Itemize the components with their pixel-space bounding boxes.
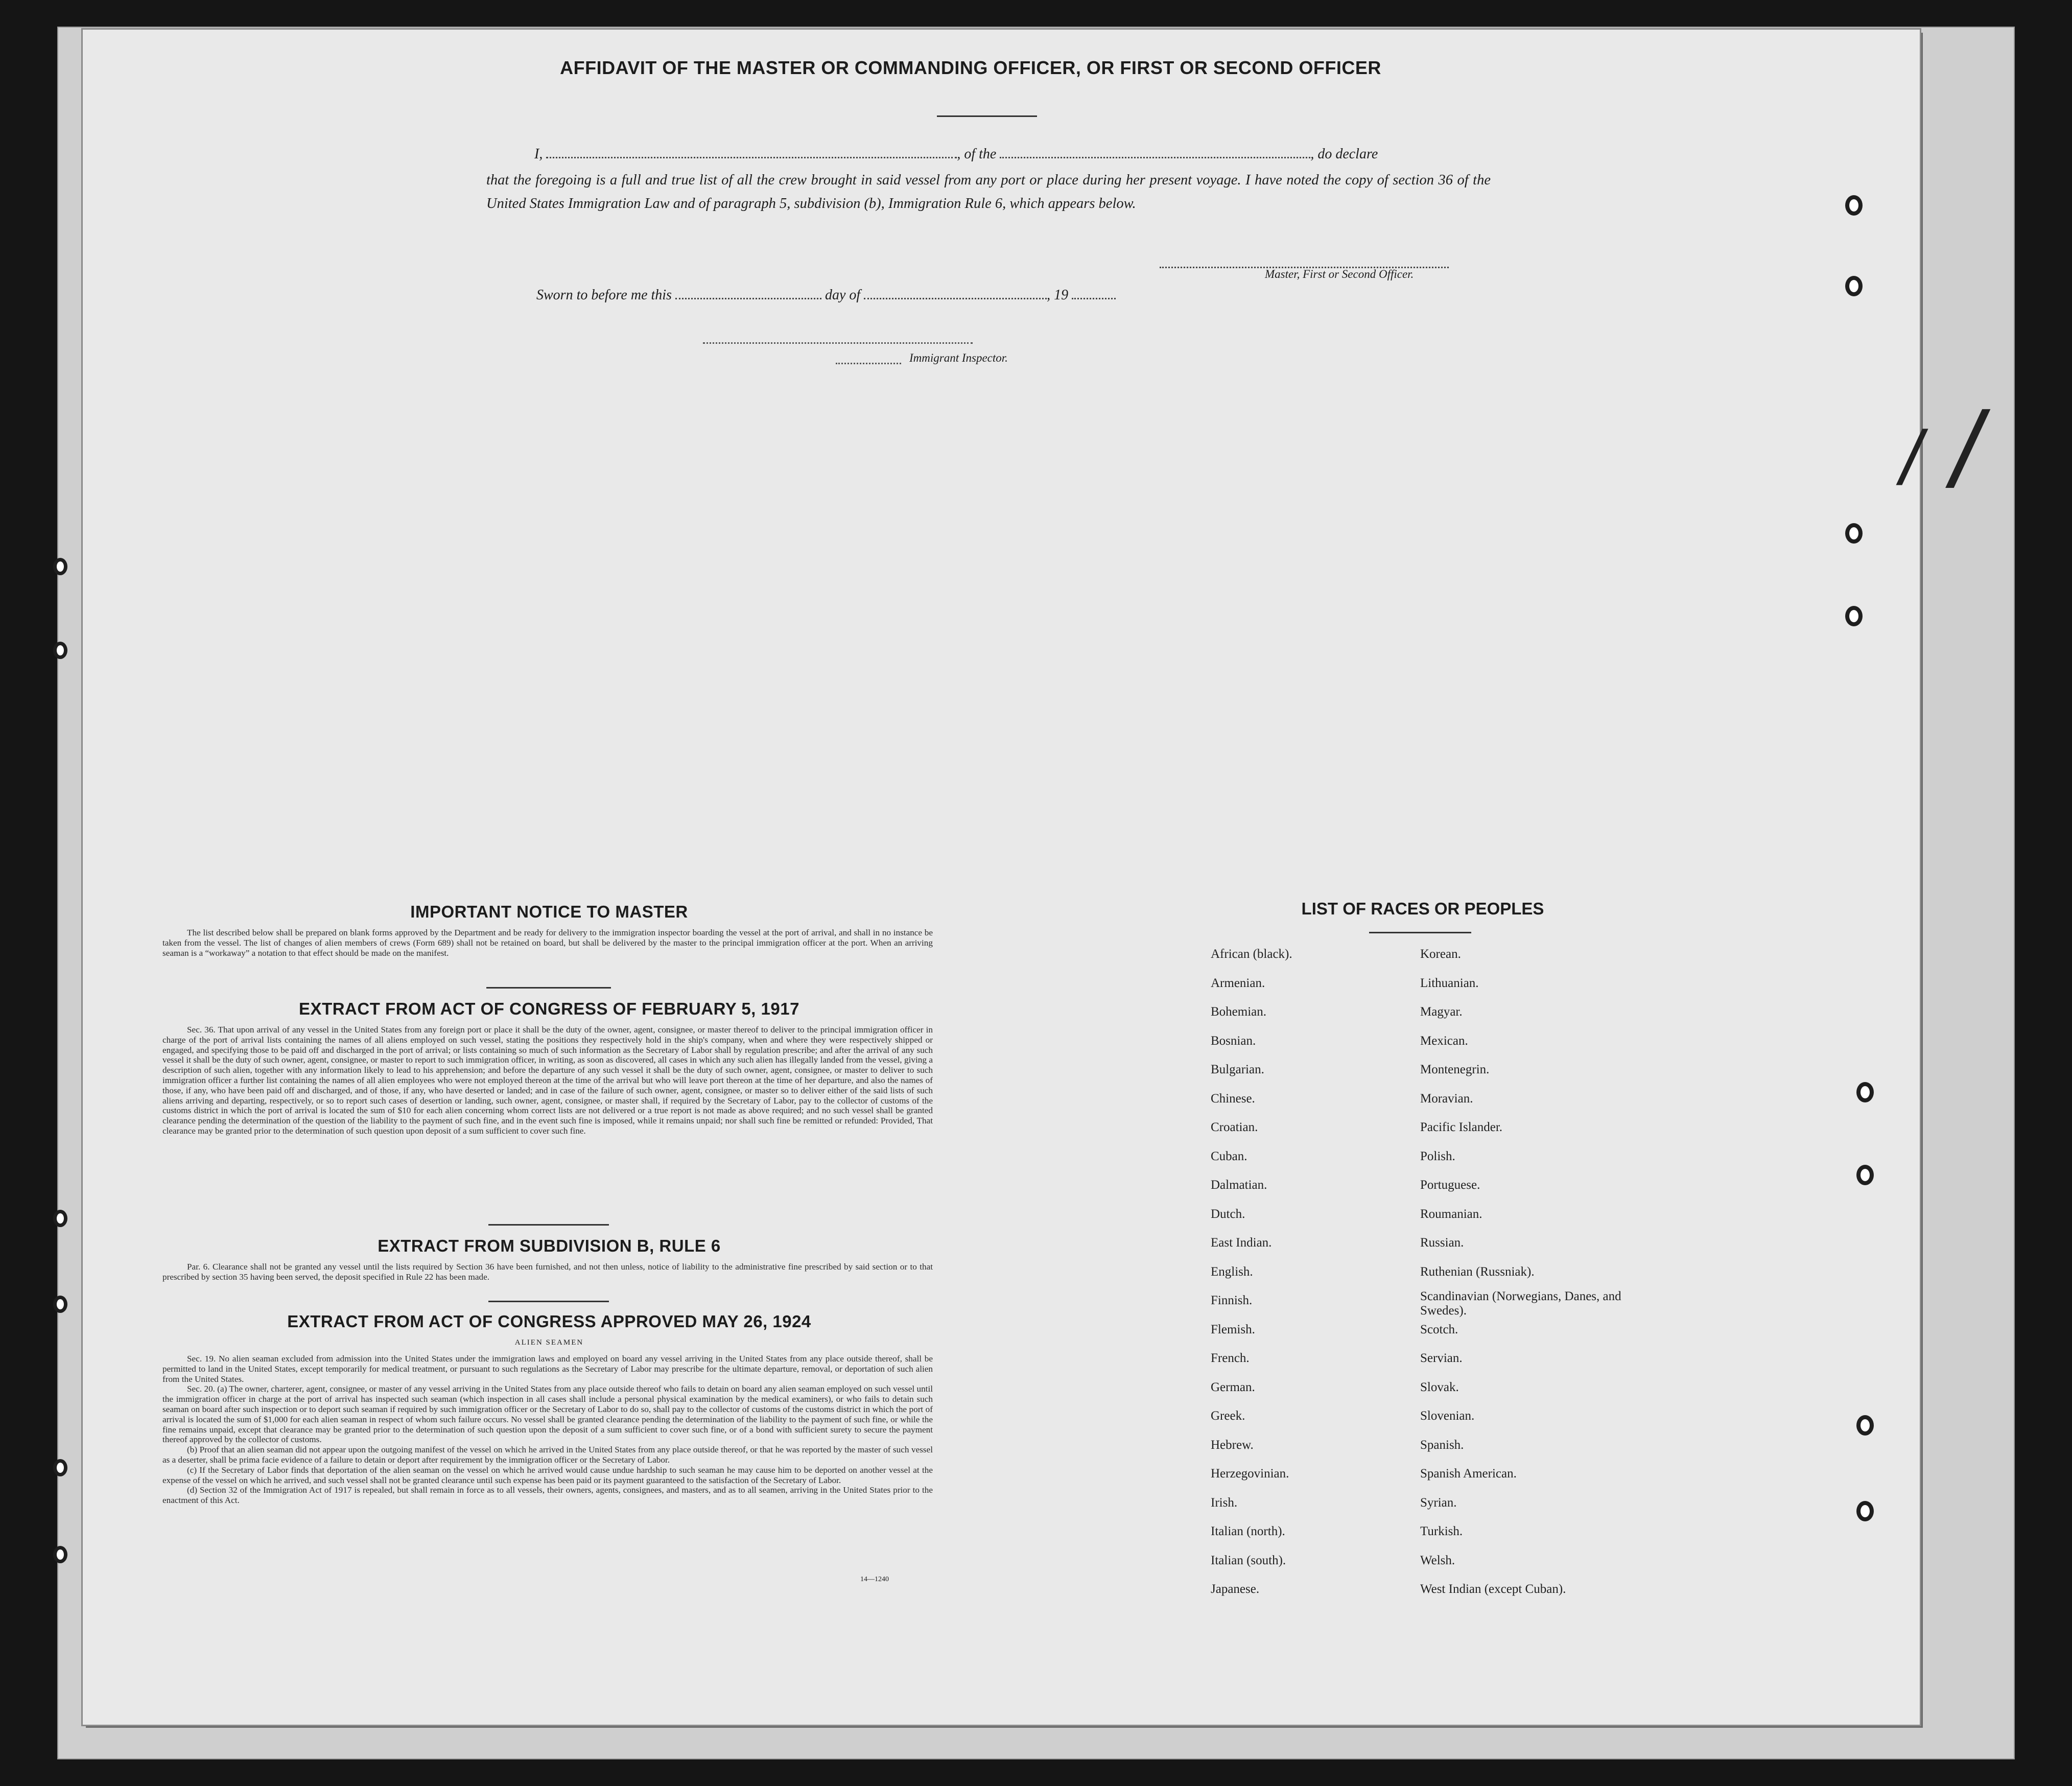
race-right-item: Slovenian. bbox=[1420, 1409, 1475, 1423]
binder-hole-right-6 bbox=[1856, 1165, 1874, 1185]
extract-1917-body bbox=[162, 1025, 933, 1136]
race-left-item: Italian (south). bbox=[1211, 1553, 1286, 1567]
section-36-paragraph: Sec. 36. That upon arrival of any vessel in the United States from any foreign port or place it shall be the duty of the owner, agent, consignee, or master thereof to deliver to the principal immigration officer in charge of the port of arrival lists containing the names of all aliens employed on such vessel, stating the positions they respectively hold in the ship's company, when and where they were respectively shipped or engaged, and specifying those to be paid off and discharged in the port of arrival; or lists containing so much of such information as the Secretary of Labor shall by regulation prescribe; and after the arrival of any such vessel it shall be the duty of such owner, agent, consignee, or master to report to such immigration officer, in writing, as soon as discovered, all cases in which any such alien has illegally landed from the vessel, giving a description of such alien, together with any information likely to lead to his apprehension; and before the departure of any such vessel it shall be the duty of such owner, agent, consignee, or master to deliver to such immigration officer a further list containing the names of all alien employees who were not employed thereon at the time of the arrival but who will leave port thereon at the time of her departure, and also the names of those, if any, who have been paid off and discharged, and of those, if any, who have deserted or landed; and in case of the failure of such owner, agent, consignee, or master so to deliver either of the said lists of such aliens arriving and departing, respectively, or so to report such cases of desertion or landing, such owner, agent, consignee, or master shall, if required by the Secretary of Labor, pay to the collector of customs of the customs district in which the port of arrival is located the sum of $10 for each alien concerning whom correct lists are not delivered or a true report is not made as above required; and no such vessel shall be granted clearance pending the determination of the question of the liability to the payment of such fine, and in the event such fine is imposed, while it remains unpaid; nor shall such fine be remitted or refunded: Provided, That clearance may be granted prior to the determination of such question upon deposit of a sum sufficient to cover such fine. bbox=[162, 1025, 933, 1136]
binder-hole-left-5 bbox=[53, 1459, 67, 1476]
year-prefix: , 19 bbox=[1047, 287, 1069, 303]
race-left-item: Croatian. bbox=[1211, 1120, 1258, 1134]
sworn-text: Sworn to before me this bbox=[536, 287, 672, 303]
race-left-item: English. bbox=[1211, 1264, 1253, 1279]
extract-1917-divider bbox=[488, 1224, 609, 1226]
of-the-text: , of the bbox=[957, 146, 997, 162]
race-right-item: Moravian. bbox=[1420, 1091, 1473, 1106]
extract-rule6-title: EXTRACT FROM SUBDIVISION B, RULE 6 bbox=[378, 1236, 721, 1255]
race-right-item: Scandinavian (Norwegians, Danes, and Swedes). bbox=[1420, 1289, 1621, 1318]
binder-hole-left-3 bbox=[53, 1210, 67, 1227]
binder-hole-right-3 bbox=[1845, 523, 1863, 544]
handwritten-mark: / bbox=[1951, 390, 1982, 510]
race-left-item: Japanese. bbox=[1211, 1582, 1260, 1596]
inspector-short-line bbox=[836, 363, 901, 364]
section-20c-paragraph: (c) If the Secretary of Labor finds that deportation of the alien seaman on the vessel on which he arrived would cause undue hardship to such seaman he may cause him to be deported on another vessel at the expense of the vessel on which he arrived, and such vessel shall not be granted clearance until such expense has been paid or its payment guaranteed to the satisfaction of the Secretary of Labor. bbox=[162, 1465, 933, 1485]
binder-hole-right-7 bbox=[1856, 1415, 1874, 1436]
race-left-item: Flemish. bbox=[1211, 1322, 1255, 1336]
race-left-item: Finnish. bbox=[1211, 1294, 1253, 1307]
race-left-item: German. bbox=[1211, 1380, 1255, 1394]
sworn-year-field[interactable] bbox=[1072, 298, 1116, 299]
races-title: LIST OF RACES OR PEOPLES bbox=[1301, 899, 1544, 918]
race-right-item: Mexican. bbox=[1420, 1033, 1468, 1048]
binder-hole-left-2 bbox=[53, 642, 67, 659]
notice-title: IMPORTANT NOTICE TO MASTER bbox=[410, 902, 688, 921]
sworn-day-field[interactable] bbox=[675, 298, 821, 299]
race-right-item: Scotch. bbox=[1420, 1322, 1458, 1336]
race-right-item: Korean. bbox=[1420, 947, 1461, 961]
extract-1924-title: EXTRACT FROM ACT OF CONGRESS APPROVED MAY 26, 1924 bbox=[287, 1312, 811, 1331]
race-left-item: Bohemian. bbox=[1211, 1005, 1267, 1019]
race-right-item: Montenegrin. bbox=[1420, 1063, 1490, 1076]
race-right-item: Ruthenian (Russniak). bbox=[1420, 1264, 1535, 1279]
binder-hole-right-8 bbox=[1856, 1501, 1874, 1521]
binder-hole-left-4 bbox=[53, 1296, 67, 1313]
race-right-item: Slovak. bbox=[1420, 1380, 1459, 1394]
vessel-name-field[interactable] bbox=[1000, 157, 1310, 158]
race-right-item: Polish. bbox=[1420, 1149, 1455, 1163]
extract-1917-title: EXTRACT FROM ACT OF CONGRESS OF FEBRUARY 5, 1917 bbox=[299, 999, 799, 1018]
race-left-item: Greek. bbox=[1211, 1409, 1245, 1423]
extract-1924-body bbox=[162, 1354, 933, 1506]
race-left-item: Bulgarian. bbox=[1211, 1063, 1264, 1076]
master-signature-label: Master, First or Second Officer. bbox=[1265, 268, 1414, 280]
declarant-prefix: I, bbox=[534, 146, 543, 162]
race-left-item: French. bbox=[1211, 1351, 1250, 1365]
race-right-item: Turkish. bbox=[1420, 1524, 1463, 1538]
race-right-item: Portuguese. bbox=[1420, 1178, 1480, 1192]
title-divider bbox=[937, 115, 1037, 117]
extract-rule6-divider bbox=[488, 1301, 609, 1302]
race-left-item: Herzegovinian. bbox=[1211, 1467, 1289, 1481]
race-left-item: East Indian. bbox=[1211, 1236, 1272, 1250]
inspector-label: Immigrant Inspector. bbox=[909, 351, 1008, 364]
handwritten-mark: / bbox=[1900, 415, 1922, 501]
section-20a-paragraph: Sec. 20. (a) The owner, charterer, agent, consignee, or master of any vessel arriving in the United States from any place outside thereof who fails to detain on board any alien seaman employed on such vessel until the immigration officer in charge at the port of arrival has inspected such seaman (which inspection in all cases shall include a personal physical examination by the medical examiners), or who fails to detain such seaman on board after such inspection or to deport such seaman if required by such immigration officer or the Secretary of Labor to do so, shall pay to the collector of customs of the customs district in which the port of arrival is located the sum of $1,000 for each alien seaman in respect of whom such failure occurs. No vessel shall be granted clearance pending the determination of the liability to the payment of such fine, or while the fine remains unpaid, except that clearance may be granted prior to the determination of such question upon the deposit of a sum sufficient to cover such fine, or of a bond with sufficient surety to secure the payment thereof approved by the collector of customs. bbox=[162, 1384, 933, 1445]
notice-paragraph: The list described below shall be prepared on blank forms approved by the Department and be ready for delivery to the immigration inspector boarding the vessel at the port of arrival, and shall in no instance be taken from the vessel. The list of changes of alien members of crews (Form 689) shall not be retained on board, but shall be delivered by the master to the principal immigration officer at the port. When an arriving seaman is a “workaway” a notation to that effect should be made on the manifest. bbox=[162, 928, 933, 958]
race-left-item: Hebrew. bbox=[1211, 1438, 1254, 1452]
affidavit-title: AFFIDAVIT OF THE MASTER OR COMMANDING OFFICER, OR FIRST OR SECOND OFFICER bbox=[560, 57, 1381, 78]
race-left-item: Dutch. bbox=[1211, 1207, 1245, 1221]
race-right-item: Welsh. bbox=[1420, 1553, 1455, 1567]
race-right-item: Spanish. bbox=[1420, 1438, 1464, 1452]
binder-hole-right-5 bbox=[1856, 1082, 1874, 1102]
declarant-name-field[interactable] bbox=[546, 157, 957, 158]
left-margin-fragment bbox=[0, 266, 82, 450]
binder-hole-right-4 bbox=[1845, 606, 1863, 626]
form-number: 14—1240 bbox=[860, 1576, 889, 1583]
notice-divider bbox=[486, 987, 611, 989]
races-divider bbox=[1369, 932, 1471, 933]
binder-hole-left-1 bbox=[53, 558, 67, 575]
race-left-item: Bosnian. bbox=[1211, 1033, 1256, 1048]
alien-seamen-subtitle: ALIEN SEAMEN bbox=[514, 1338, 584, 1347]
binder-hole-left-6 bbox=[53, 1546, 67, 1563]
race-right-item: West Indian (except Cuban). bbox=[1420, 1582, 1566, 1596]
extract-rule6-body bbox=[162, 1262, 933, 1282]
paragraph-6: Par. 6. Clearance shall not be granted any vessel until the lists required by Section 36 have been furnished, and not then unless, notice of liability to the administrative fine prescribed by said section or to that prescribed by section 35 having been served, the deposit specified in Rule 22 has been made. bbox=[162, 1262, 933, 1282]
affidavit-body: that the foregoing is a full and true list of all the crew brought in said vessel from any port or place during her present voyage. I have noted the copy of section 36 of the United States Immigration Law and of paragraph 5, subdivision (b), Immigration Rule 6, which appears below. bbox=[486, 172, 1491, 212]
race-right-item: Servian. bbox=[1420, 1351, 1463, 1365]
section-20d-paragraph: (d) Section 32 of the Immigration Act of 1917 is repealed, but shall remain in force as to all vessels, their owners, agents, consignees, and masters, and as to all seamen, arriving in the United States prior to the enactment of this Act. bbox=[162, 1485, 933, 1506]
race-right-item: Russian. bbox=[1420, 1236, 1464, 1250]
binder-hole-right-1 bbox=[1845, 195, 1863, 216]
sworn-month-field[interactable] bbox=[864, 298, 1047, 299]
notice-body bbox=[162, 928, 933, 958]
race-left-item: Cuban. bbox=[1211, 1149, 1247, 1163]
section-20b-paragraph: (b) Proof that an alien seaman did not appear upon the outgoing manifest of the vessel on which he arrived in the United States from any place outside thereof, or that he was reported by the master of such vessel as a deserter, shall be prima facie evidence of a failure to detain or deport after requirement by the immigration officer or the Secretary of Labor. bbox=[162, 1445, 933, 1465]
binder-hole-right-2 bbox=[1845, 276, 1863, 296]
race-right-item: Syrian. bbox=[1420, 1495, 1457, 1510]
race-left-item: Chinese. bbox=[1211, 1091, 1255, 1106]
race-left-item: Irish. bbox=[1211, 1495, 1238, 1510]
race-left-item: African (black). bbox=[1211, 947, 1292, 961]
section-19-paragraph: Sec. 19. No alien seaman excluded from admission into the United States under the immigration laws and employed on board any vessel arriving in the United States from any place outside thereof, shall be permitted to land in the United States, except temporarily for medical treatment, or pursuant to such regulations as the Secretary of Labor may prescribe for the ultimate departure, removal, or deportation of such alien from the United States. bbox=[162, 1354, 933, 1384]
race-right-item: Spanish American. bbox=[1420, 1467, 1517, 1481]
race-left-item: Italian (north). bbox=[1211, 1524, 1285, 1538]
affidavit-declaration-line bbox=[534, 146, 1378, 162]
race-right-item: Lithuanian. bbox=[1420, 976, 1479, 990]
inspector-signature-line[interactable] bbox=[703, 342, 973, 344]
day-of-text: day of bbox=[825, 287, 861, 303]
do-declare-text: , do declare bbox=[1310, 146, 1378, 162]
race-left-item: Armenian. bbox=[1211, 976, 1265, 990]
race-right-item: Magyar. bbox=[1420, 1005, 1463, 1019]
race-left-item: Dalmatian. bbox=[1211, 1178, 1267, 1192]
race-right-item: Pacific Islander. bbox=[1420, 1120, 1503, 1134]
sworn-line bbox=[536, 287, 1116, 303]
race-right-item: Roumanian. bbox=[1420, 1207, 1482, 1221]
